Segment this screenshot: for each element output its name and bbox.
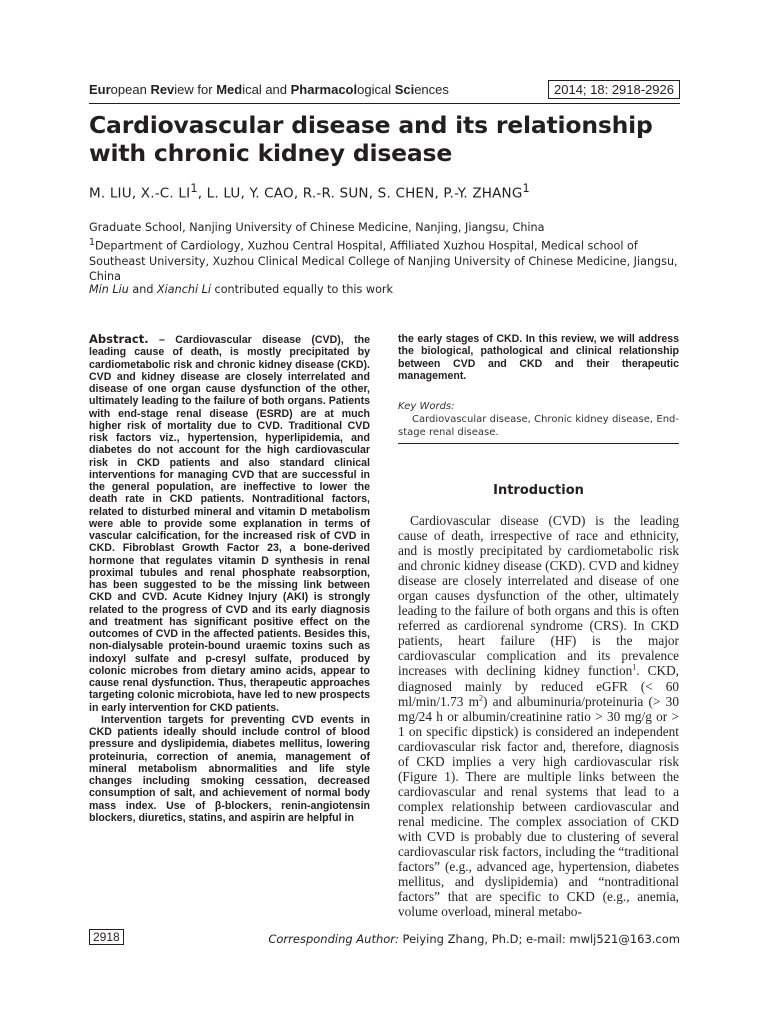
abstract-paragraph-2: Intervention targets for preventing CVD events in CKD patients ideally should include control of blood pressure and dyslipidemia, diabetes mellitus, lowering proteinuria, correction of anemia, management of mineral metabolism abnormalities and life style changes including smoking cessation, decreased consumption of salt, and achievement of normal body mass index. Use of β-blockers, renin-angiotensin blockers, diuretics, statins, and aspirin are helpful in [89,713,370,824]
introduction-text: Cardiovascular disease (CVD) is the leading cause of death, irrespective of race and ethnicity, and is mostly precipitated by cardiometabolic risk and chronic kidney disease (CKD). CVD and kidney disease are closely interrelated and disease of one organ causes dysfunction of the other, ultimately leading to the failure of both organs and this is often referred as cardiorenal syndrome (CRS). In CKD patients, heart failure (HF) is the major cardiovascular complication and its prevalence increases with declining kidney function$^1$. CKD, diagnosed mainly by reduced eGFR (< 60 ml/min/1.73 $m^2$) and albuminuria/proteinuria (> 30 mg/24 h or albumin/creatinine ratio > 30 mg/g or > 1 on specific dipstick) is considered an independent cardiovascular risk factor and, therefore, diagnosis of CKD implies a very high cardiovascular risk (Figure 1). There are multiple links between the cardiovascular and renal systems that lead to a complex relationship between cardiovascular and renal medicine. The complex association of CKD with CVD is probably due to clustering of several cardiovascular risk factors, including the “traditional factors” (e.g., advanced age, hypertension, diabetes mellitus, and dyslipidemia) and “nontraditional factors” that are specific to CKD (e.g., anemia, volume overload, mineral metabo- [398,513,680,920]
abstract-paragraph-1: Abstract. – Cardiovascular disease (CVD), the leading cause of death, is mostly precipitated by cardiometabolic risk and chronic kidney disease (CKD). CVD and kidney disease are closely interrelated and disease of one organ cause dysfunction of the other, ultimately leading to the failure of both organs. Patients with end-stage renal disease (ESRD) are at much higher risk of mortality due to CVD. Traditional CVD risk factors viz., hypertension, hyperlipidemia, and diabetes do not account for the high cardiovascular risk in CKD patients and also standard clinical interventions for managing CVD that are successful in the general population, are ineffective to lower the death rate in CKD patients. Nontraditional factors, related to disturbed mineral and vitamin D metabolism were able to provide some explanation in terms of vascular calcification, for the increased risk of CVD in CKD. Fibroblast Growth Factor 23, a bone-derived hormone that regulates vitamin D synthesis in renal proximal tubules and renal phosphate reabsorption, has been suggested to be the missing link between CKD and CVD. Acute Kidney Injury (AKI) is strongly related to the progress of CVD and its early diagnosis and treatment has significant positive effect on the outcomes of CVD in the affected patients. Besides this, non-dialysable protein-bound uraemic toxins such as indoxyl sulfate and p-cresyl sulfate, produced by colonic microbes from dietary amino acids, appear to cause renal dysfunction. Thus, therapeutic approaches targeting colonic microbiota, have led to new prospects in early intervention for CKD patients. [89,332,370,714]
author-list: M. LIU, X.-C. $LI^1$, L. LU, Y. CAO, R.-R. SUN, S. CHEN, P.-Y. ZHANG$^1$ [89,182,530,202]
header-rule [89,103,680,104]
keywords-label: Key Words: [398,401,455,412]
affiliation-graduate-school: Graduate School, Nanjing University of Chinese Medicine, Nanjing, Jiangsu, China [89,221,545,234]
journal-header [89,80,680,102]
page-number: 2918 [89,929,124,945]
article-title: Cardiovascular disease and its relationship with chronic kidney disease [89,111,653,167]
affiliation-cardiology: $^1$Department of Cardiology, Xuzhou Central Hospital, Affiliated Xuzhou Hospital, Medical school of Southeast University, Xuzhou Clinical Medical College of Nanjing University of Chinese Medicine, Jiangsu, China [89,237,678,283]
abstract-left-column [89,333,370,824]
corresponding-author: Corresponding Author: Peiying Zhang, Ph.D; e-mail: mwlj521@163.com [268,932,680,946]
equal-contribution-note: Min Liu and Xianchi Li contributed equally to this work [89,283,393,296]
keywords-text: Cardiovascular disease, Chronic kidney disease, End-stage renal disease. [398,414,679,438]
introduction-heading: Introduction [493,483,584,498]
citation-box: 2014; 18: 2918-2926 [548,80,680,99]
keywords-rule [398,443,679,444]
journal-name: European Review for Medical and Pharmacological Sciences [89,82,449,97]
abstract-continued: the early stages of CKD. In this review, we will address the biological, pathological and clinical relationship between CVD and CKD and their therapeutic management. [398,333,679,382]
abstract-label: Abstract. [89,332,149,346]
